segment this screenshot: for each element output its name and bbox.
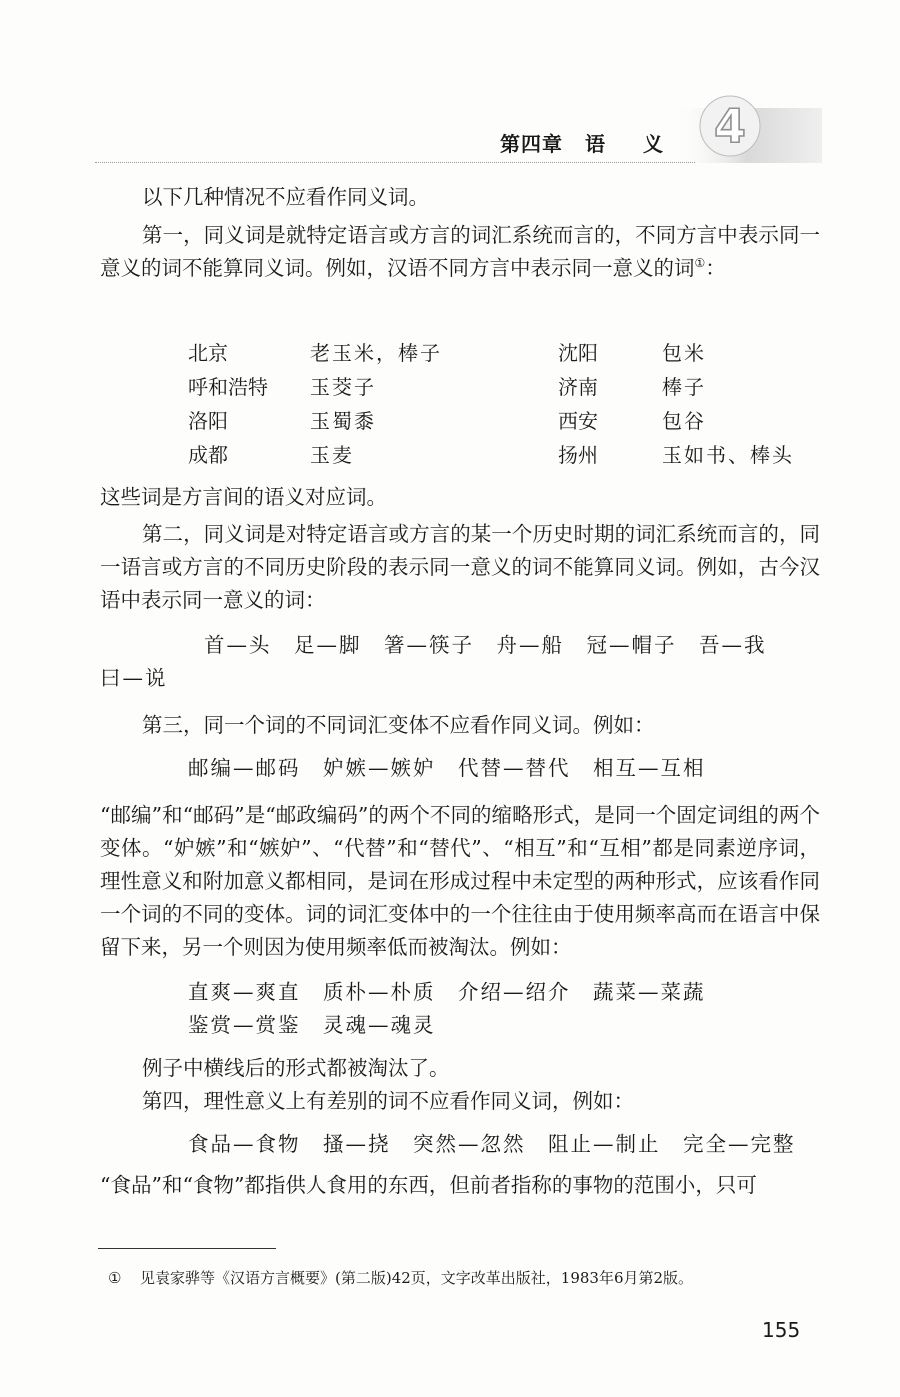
footnote-ref: ① [694, 256, 706, 270]
text-block-middle [100, 481, 820, 1202]
dialect-place: 成都 [188, 443, 228, 467]
chapter-number-glyph: 4 [713, 99, 747, 153]
footnote-rule [98, 1248, 276, 1249]
dialect-word: 包米 [662, 341, 706, 365]
dialect-place: 扬州 [558, 443, 598, 467]
dialect-row [188, 370, 808, 404]
footnote [108, 1267, 694, 1289]
first-point-paragraph [100, 219, 820, 285]
dialect-conclusion: 这些词是方言间的语义对应词。 [100, 485, 387, 509]
footnote-mark: ① [108, 1269, 122, 1287]
dialect-place: 西安 [558, 409, 598, 433]
footnote-text: 见袁家骅等《汉语方言概要》(第二版)42页，文字改革出版社，1983年6月第2版。 [140, 1269, 694, 1287]
dialect-place: 洛阳 [188, 409, 228, 433]
ancient-modern-pairs: 首—头 足—脚 箸—筷子 舟—船 冠—帽子 吾—我 [204, 633, 767, 657]
dialect-word: 玉如书、棒头 [662, 443, 794, 467]
third-point-paragraph: 第三，同一个词的不同词汇变体不应看作同义词。例如： [142, 713, 655, 737]
eliminated-note: 例子中横线后的形式都被淘汰了。 [142, 1056, 450, 1080]
eliminated-pairs-cont: 鉴赏—赏鉴 灵魂—魂灵 [188, 1013, 436, 1037]
dialect-place: 呼和浩特 [188, 375, 268, 399]
text-block-top [100, 181, 820, 285]
variant-pairs: 邮编—邮码 妒嫉—嫉妒 代替—替代 相互—互相 [188, 756, 706, 780]
food-explanation: “食品”和“食物”都指供人食用的东西，但前者指称的事物的范围小，只可 [100, 1173, 757, 1197]
rational-pairs: 食品—食物 搔—挠 突然—忽然 阻止—制止 完全—完整 [188, 1132, 796, 1156]
dialect-row [188, 336, 808, 370]
page-number: 155 [762, 1318, 801, 1342]
chapter-number: 第四章 [500, 132, 563, 156]
second-point-paragraph: 第二，同义词是对特定语言或方言的某一个历史时期的词汇系统而言的，同一语言或方言的不同历史阶段的表示同一意义的词不能算同义词。例如，古今汉语中表示同一意义的词： [100, 522, 820, 612]
intro-paragraph: 以下几种情况不应看作同义词。 [142, 185, 429, 209]
dialect-word: 玉茭子 [310, 375, 376, 399]
ancient-modern-pairs-cont: 曰—说 [100, 666, 168, 690]
header-rule [95, 162, 695, 163]
dialect-word: 玉麦 [310, 443, 354, 467]
first-point-tail: ： [705, 256, 726, 280]
dialect-word: 玉蜀黍 [310, 409, 376, 433]
chapter-header [500, 128, 701, 157]
dialect-word: 老玉米，棒子 [310, 341, 442, 365]
dialect-word: 包谷 [662, 409, 706, 433]
dialect-row [188, 404, 808, 438]
eliminated-pairs: 直爽—爽直 质朴—朴质 介绍—绍介 蔬菜—菜蔬 [188, 980, 706, 1004]
dialect-row [188, 438, 808, 472]
chapter-title: 语义 [585, 132, 701, 156]
first-point-text: 第一，同义词是就特定语言或方言的词汇系统而言的，不同方言中表示同一意义的词不能算同义词。例如，汉语不同方言中表示同一意义的词 [100, 223, 820, 280]
dialect-table [188, 336, 808, 472]
dialect-place: 济南 [558, 375, 598, 399]
dialect-word: 棒子 [662, 375, 706, 399]
fourth-point-paragraph: 第四，理性意义上有差别的词不应看作同义词，例如： [142, 1089, 634, 1113]
dialect-place: 北京 [188, 341, 228, 365]
variant-explanation: “邮编”和“邮码”是“邮政编码”的两个不同的缩略形式，是同一个固定词组的两个变体。“妒嫉”和“嫉妒”、“代替”和“替代”、“相互”和“互相”都是同素逆序词，理性意义和附加意义都相同，是词在形成过程中未定型的两种形式，应该看作同一个词的不同的变体。词的词汇变体中的一个往往由于使用频率高而在语言中保留下来，另一个则因为使用频率低而被淘汰。例如： [100, 803, 820, 959]
dialect-place: 沈阳 [558, 341, 598, 365]
